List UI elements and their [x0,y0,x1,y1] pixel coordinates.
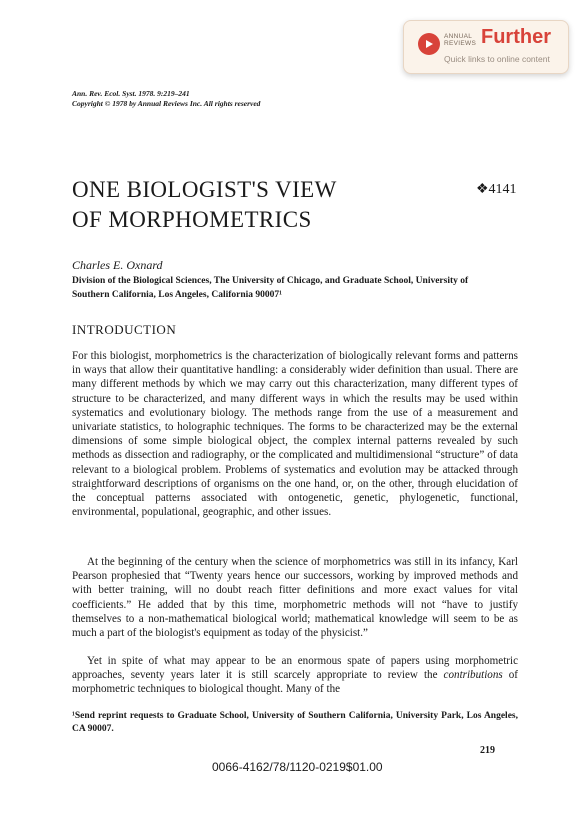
annual-reviews-logo-icon [418,33,440,55]
further-label: Further [481,26,551,48]
article-title: ONE BIOLOGIST'S VIEW OF MORPHOMETRICS [72,177,337,232]
emphasis-contributions: contributions [443,669,503,682]
page-number: 219 [480,745,495,756]
paragraph-2: At the beginning of the century when the science of morphometrics was still in its infancy, Karl Pearson prophesied that “Twenty years hence our successors, working by improved methods and with better training, will no doubt reach fitter definitions and more exact values for vital coefficients.” He added that by this time, morphometric methods will not “have to justify themselves to a non-mathematical biological world; mathematical knowledge will seem to be as much a part of the biologist's equipment as today of the physicist.” [72,556,518,640]
paragraph-3: Yet in spite of what may appear to be an enormous spate of papers using morphometric approaches, seventy years later it is still scarcely appropriate to review the contributions of morphometric techniques to biological thought. Many of the [72,655,518,696]
author-affiliation: Division of the Biological Sciences, The University of Chicago, and Graduate School, University of Southern California, Los Angeles, California 90007¹ [72,276,469,300]
annual-reviews-wordmark: ANNUAL REVIEWS [444,33,477,47]
section-heading: INTRODUCTION [72,322,177,337]
journal-citation: Ann. Rev. Ecol. Syst. 1978. 9:219–241 Copyright © 1978 by Annual Reviews Inc. All rights reserved [72,89,261,108]
paragraph-1: For this biologist, morphometrics is the characterization of biologically relevant forms and patterns in ways that allow their quantitative handling: a considerably wider definition than usual. There are many different methods by which we may carry out this characterization, many different types of structure to be characterized, and many different ways in which the results may be used within systematics and evolutionary biology. The methods range from the use of a measurement and univariate statistics, to holographic techniques. The forms to be characterized may be the external dimensions of some simple biological object, the complex internal patterns revealed by such methods as dissection and radiography, or the complicated and multidimensional “structure” of data relevant to a biological problem. Problems of systematics and evolution may be attacked through straightforward descriptions of organisms on the one hand, or, on the other, through elucidation of the conceptual patterns associated with ontogenetic, genetic, phylogenetic, functional, environmental, populational, geographic, and other issues. [72,350,518,519]
further-sublabel: Quick links to online content [444,54,550,64]
annual-reviews-further-badge[interactable] [403,20,569,74]
author-name: Charles E. Oxnard [72,258,163,272]
price-code: 0066-4162/78/1120-0219$01.00 [212,760,383,774]
footnote: ¹Send reprint requests to Graduate School, University of Southern California, University Park, Los Angeles, CA 90007. [72,711,518,734]
article-code: ❖4141 [476,182,517,197]
